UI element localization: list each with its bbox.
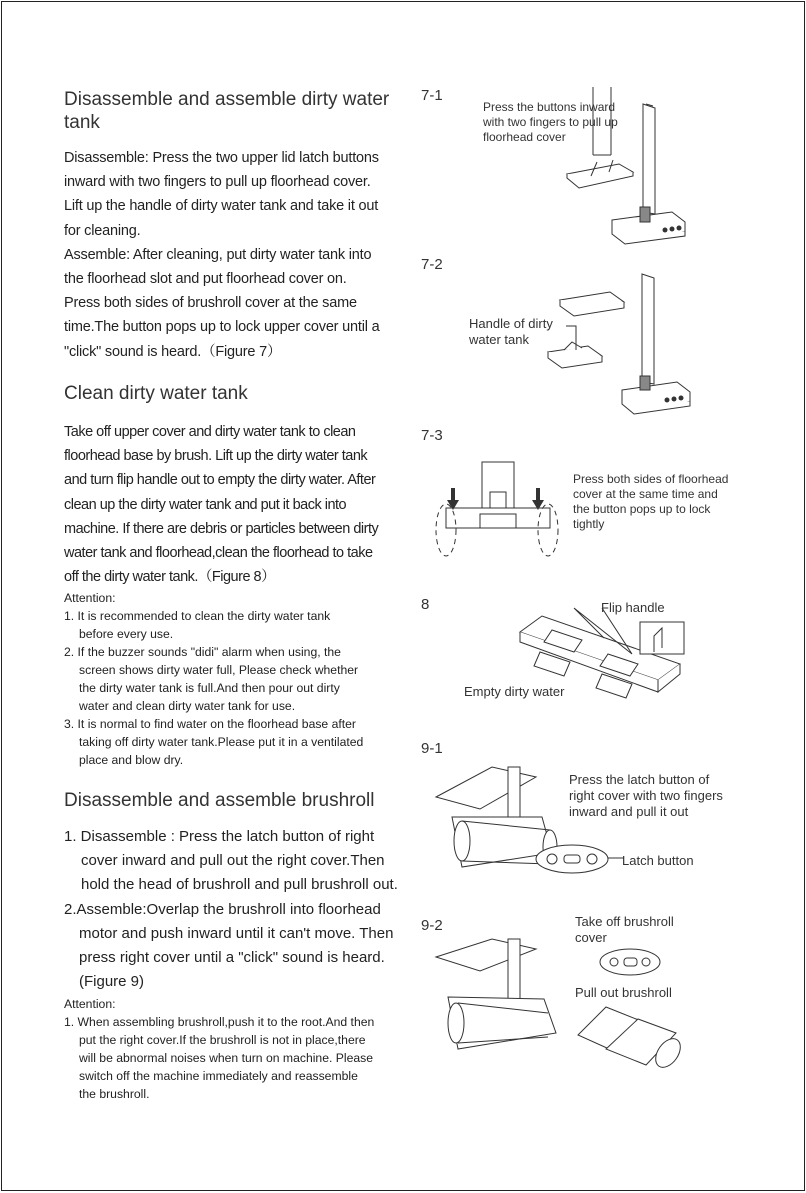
figure-7-1-illustration	[557, 102, 697, 252]
body-line: Lift up the handle of dirty water tank and take it out	[64, 198, 379, 215]
figure-caption	[573, 472, 753, 532]
title-line: tank	[64, 112, 100, 133]
section-title-brushroll: Disassemble and assemble brushroll	[64, 790, 375, 811]
body-line: motor and push inward until it can't move. Then	[79, 924, 394, 942]
body-line: Take off upper cover and dirty water tank to clean	[64, 424, 356, 440]
figure-label: 9-2	[421, 917, 443, 934]
figure-label: 7-1	[421, 87, 443, 104]
figure-7-3-illustration	[432, 462, 567, 562]
clean-tank-attention	[64, 589, 409, 769]
body-line: the floorhead slot and put floorhead cover on.	[64, 271, 347, 288]
figure-9-1-illustration	[432, 757, 617, 887]
figure-8-illustration	[512, 612, 692, 712]
body-line: Disassemble: Press the two upper lid latch buttons	[64, 150, 379, 166]
manual-page	[1, 1, 805, 1191]
latch-button-label: Latch button	[622, 853, 694, 868]
figure-label: 8	[421, 596, 430, 613]
brushroll-attention	[64, 995, 409, 1103]
attention-line: place and blow dry.	[79, 753, 184, 767]
attention-line: water and clean dirty water tank for use.	[79, 699, 296, 713]
figure-7-2-illustration	[542, 272, 702, 422]
title-line: Disassemble and assemble dirty water	[64, 89, 390, 110]
attention-line: 1. When assembling brushroll,push it to the root.And then	[64, 1015, 375, 1029]
attention-line: will be abnormal noises when turn on machine. Please	[79, 1051, 374, 1065]
attention-line: taking off dirty water tank.Please put it in a ventilated	[79, 735, 364, 749]
caption-line: water tank	[469, 332, 529, 347]
body-line: machine. If there are debris or particles between dirty	[64, 520, 379, 537]
body-line: press right cover until a "click" sound is heard.	[79, 949, 385, 967]
attention-line: 3. It is normal to find water on the floorhead base after	[64, 717, 356, 731]
body-line: for cleaning.	[64, 222, 141, 239]
dirty-tank-body	[64, 146, 409, 364]
caption-line: cover	[575, 930, 607, 945]
attention-line: the dirty water tank is full.And then pour out dirty	[79, 681, 340, 695]
clean-tank-body	[64, 420, 409, 589]
body-line: cover inward and pull out the right cover.Then	[81, 852, 385, 870]
caption-line: Press the buttons inward	[483, 100, 616, 114]
caption-line: with two fingers to pull up	[483, 115, 618, 129]
attention-line: put the right cover.If the brushroll is not in place,there	[79, 1033, 366, 1047]
body-line: time.The button pops up to lock upper cover until a	[64, 319, 380, 336]
attention-label: Attention:	[64, 591, 116, 605]
body-line: and turn flip handle out to empty the dirty water. After	[64, 472, 376, 489]
figure-label: 7-3	[421, 427, 443, 444]
caption-line: floorhead cover	[483, 130, 566, 144]
attention-label: Attention:	[64, 997, 116, 1011]
body-line: off the dirty water tank.（Figure 8）	[64, 569, 276, 586]
body-line: "click" sound is heard.（Figure 7）	[64, 343, 282, 360]
body-line: Press both sides of brushroll cover at the same	[64, 295, 357, 312]
section-title-clean-tank: Clean dirty water tank	[64, 383, 248, 404]
brushroll-body	[64, 825, 409, 994]
attention-line: before every use.	[79, 627, 174, 641]
caption-line: cover at the same time and	[573, 487, 718, 501]
flip-handle-label: Flip handle	[601, 600, 665, 615]
caption-line: tightly	[573, 517, 605, 531]
caption-line: the button pops up to lock	[573, 502, 711, 516]
section-title-dirty-tank	[64, 88, 409, 134]
caption-line: Take off brushroll	[575, 914, 674, 929]
attention-line: 2. If the buzzer sounds "didi" alarm when using, the	[64, 645, 341, 659]
attention-line: screen shows dirty water full, Please check whether	[79, 663, 359, 677]
body-line: floorhead base by brush. Lift up the dirty water tank	[64, 448, 368, 465]
body-line: 2.Assemble:Overlap the brushroll into floorhead	[64, 900, 381, 918]
pull-out-label: Pull out brushroll	[575, 985, 672, 1000]
body-line: Assemble: After cleaning, put dirty water tank into	[64, 246, 372, 263]
attention-line: the brushroll.	[79, 1087, 150, 1101]
caption-line: Press both sides of floorhead	[573, 472, 729, 486]
body-line: water tank and floorhead,clean the floorhead to take	[64, 545, 373, 562]
body-line: inward with two fingers to pull up floorhead cover.	[64, 174, 371, 191]
caption-line: Handle of dirty	[469, 316, 553, 331]
caption-line: Press the latch button of	[569, 772, 710, 787]
caption-line: inward and pull it out	[569, 804, 689, 819]
attention-line: 1. It is recommended to clean the dirty water tank	[64, 609, 331, 623]
body-line: clean up the dirty water tank and put it back into	[64, 496, 347, 513]
body-line: hold the head of brushroll and pull brushroll out.	[81, 876, 398, 894]
empty-water-label: Empty dirty water	[464, 684, 565, 699]
figure-label: 9-1	[421, 740, 443, 757]
body-line: 1. Disassemble : Press the latch button of right	[64, 828, 375, 845]
caption-line: right cover with two fingers	[569, 788, 723, 803]
figure-label: 7-2	[421, 256, 443, 273]
figure-9-2-illustration	[432, 937, 702, 1087]
body-line: (Figure 9)	[79, 973, 145, 991]
attention-line: switch off the machine immediately and reassemble	[79, 1069, 358, 1083]
